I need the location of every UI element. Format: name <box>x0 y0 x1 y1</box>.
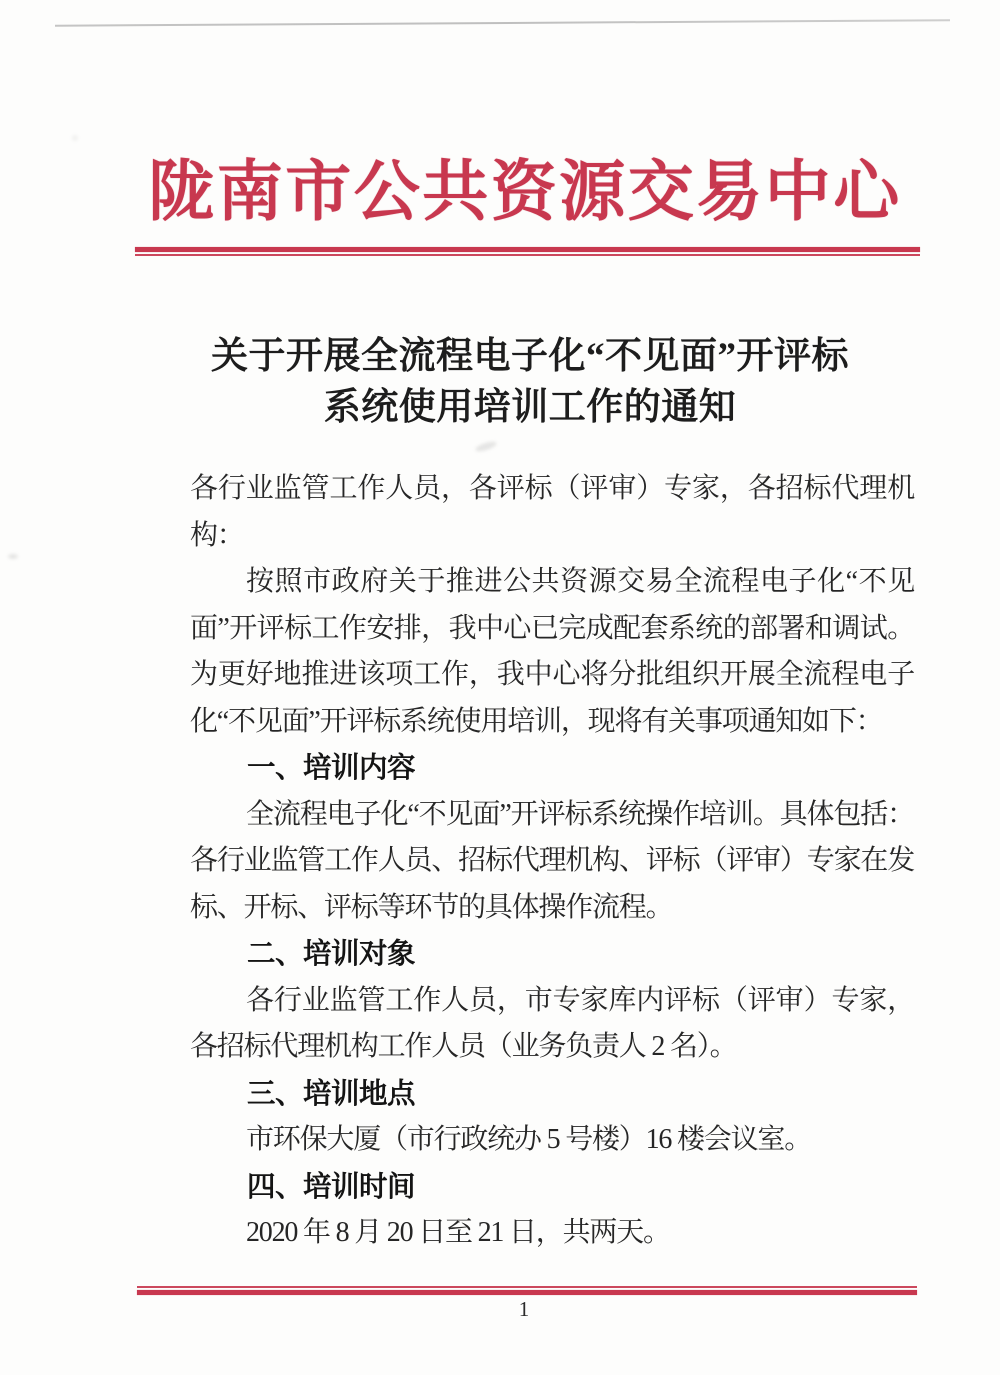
scan-smudge <box>72 135 78 141</box>
footer-divider <box>137 1286 917 1295</box>
scan-smudge <box>8 554 18 559</box>
section-heading-1: 一、培训内容 <box>247 752 416 784</box>
salutation: 各行业监管工作人员，各评标（评审）专家，各招标代理机构： <box>190 473 914 551</box>
section-heading-2: 二、培训对象 <box>247 938 416 970</box>
divider-thin-line <box>135 254 920 256</box>
document-body <box>190 466 914 1257</box>
divider-thick-line <box>135 247 920 252</box>
document-title-line1: 关于开展全流程电子化“不见面”开评标 <box>211 336 849 377</box>
section-heading-4: 四、培训时间 <box>247 1170 416 1203</box>
scan-artifact-line <box>55 19 950 26</box>
intro-paragraph: 按照市政府关于推进公共资源交易全流程电子化“不见面”开评标工作安排，我中心已完成配套系统的部署和调试。为更好地推进该项工作，我中心将分批组织开展全流程电子化“不见面”开评标系统使用培训，现将有关事项通知如下： <box>190 566 914 737</box>
section-content-4: 2020 年 8 月 20 日至 21 日，共两天。 <box>246 1217 670 1248</box>
letterhead-divider <box>135 247 920 256</box>
divider-thin-line <box>137 1286 917 1288</box>
page-number: 1 <box>518 1297 530 1321</box>
document-title <box>120 331 940 433</box>
section-content-3: 市环保大厦（市行政统办 5 号楼）16 楼会议室。 <box>246 1124 812 1155</box>
document-title-line2: 系统使用培训工作的通知 <box>323 387 737 428</box>
section-heading-3: 三、培训地点 <box>247 1077 416 1110</box>
scan-smudge <box>474 440 497 453</box>
section-content-2: 各行业监管工作人员，市专家库内评标（评审）专家，各招标代理机构工作人员（业务负责人 2 名）。 <box>190 984 914 1062</box>
letterhead-org-title: 陇南市公共资源交易中心 <box>148 156 902 229</box>
divider-thick-line <box>137 1290 917 1295</box>
section-content-1: 全流程电子化“不见面”开评标系统操作培训。具体包括：各行业监管工作人员、招标代理机构、评标（评审）专家在发标、开标、评标等环节的具体操作流程。 <box>190 798 914 923</box>
